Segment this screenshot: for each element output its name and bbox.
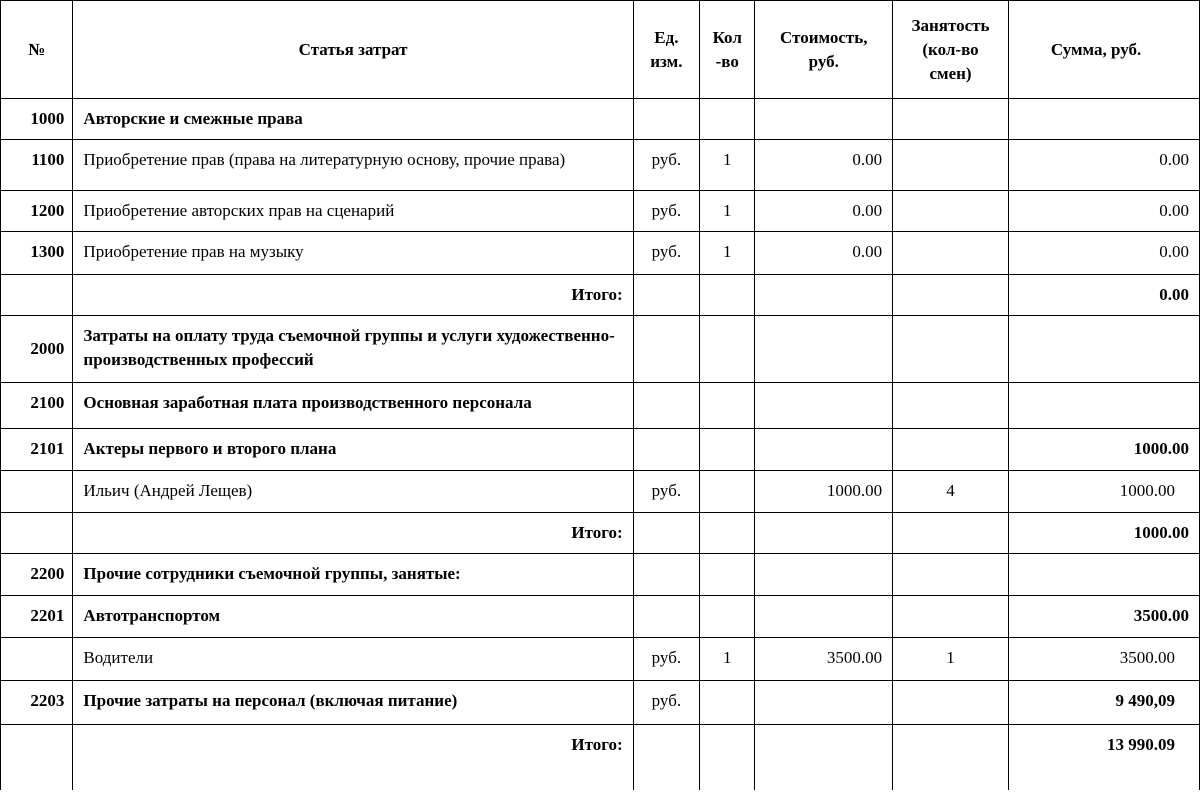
row-item: Основная заработная плата производственного персонала <box>73 383 633 429</box>
row-unit <box>633 554 699 596</box>
row-sum: 0.00 <box>1008 140 1199 191</box>
row-unit: руб. <box>633 232 699 275</box>
table-row <box>1 471 1200 513</box>
row-qty <box>700 316 755 383</box>
table-row <box>1 429 1200 471</box>
table-row <box>1 191 1200 232</box>
row-unit <box>633 596 699 638</box>
table-row <box>1 99 1200 140</box>
table-row <box>1 140 1200 191</box>
row-sum: 3500.00 <box>1008 596 1199 638</box>
row-unit: руб. <box>633 191 699 232</box>
table-row <box>1 638 1200 681</box>
row-qty <box>700 725 755 790</box>
row-sum: 9 490,09 <box>1008 681 1199 725</box>
row-code: 2201 <box>1 596 73 638</box>
row-item: Авторские и смежные права <box>73 99 633 140</box>
row-sum: 0.00 <box>1008 232 1199 275</box>
row-shifts: 1 <box>893 638 1009 681</box>
header-unit: Ед. изм. <box>633 1 699 99</box>
row-shifts <box>893 725 1009 790</box>
row-shifts <box>893 99 1009 140</box>
row-qty <box>700 471 755 513</box>
header-shifts: Занятость (кол-во смен) <box>893 1 1009 99</box>
row-cost <box>755 513 893 554</box>
row-shifts: 4 <box>893 471 1009 513</box>
row-item: Прочие затраты на персонал (включая питание) <box>73 681 633 725</box>
row-cost <box>755 383 893 429</box>
row-item: Автотранспортом <box>73 596 633 638</box>
row-shifts <box>893 681 1009 725</box>
row-sum <box>1008 554 1199 596</box>
row-code <box>1 725 73 790</box>
row-unit: руб. <box>633 471 699 513</box>
header-row <box>1 1 1200 99</box>
row-cost: 3500.00 <box>755 638 893 681</box>
row-shifts <box>893 513 1009 554</box>
row-shifts <box>893 275 1009 316</box>
row-unit <box>633 275 699 316</box>
header-sum: Сумма, руб. <box>1008 1 1199 99</box>
row-cost <box>755 554 893 596</box>
row-item: Ильич (Андрей Лещев) <box>73 471 633 513</box>
row-sum: 1000.00 <box>1008 513 1199 554</box>
row-code <box>1 471 73 513</box>
row-sum: 3500.00 <box>1008 638 1199 681</box>
row-cost <box>755 316 893 383</box>
row-item: Приобретение прав на музыку <box>73 232 633 275</box>
row-code: 2203 <box>1 681 73 725</box>
table-row <box>1 681 1200 725</box>
row-code <box>1 275 73 316</box>
row-shifts <box>893 596 1009 638</box>
row-sum: 13 990.09 <box>1008 725 1199 790</box>
row-item: Прочие сотрудники съемочной группы, занятые: <box>73 554 633 596</box>
subtotal-row <box>1 275 1200 316</box>
row-unit <box>633 383 699 429</box>
row-qty <box>700 513 755 554</box>
row-qty: 1 <box>700 638 755 681</box>
table-row <box>1 383 1200 429</box>
row-cost <box>755 275 893 316</box>
row-cost <box>755 429 893 471</box>
row-cost: 0.00 <box>755 232 893 275</box>
row-sum <box>1008 383 1199 429</box>
row-unit <box>633 316 699 383</box>
row-qty <box>700 429 755 471</box>
row-item: Актеры первого и второго плана <box>73 429 633 471</box>
row-unit: руб. <box>633 638 699 681</box>
row-sum: 0.00 <box>1008 191 1199 232</box>
row-unit <box>633 99 699 140</box>
row-shifts <box>893 316 1009 383</box>
header-cost: Стоимость, руб. <box>755 1 893 99</box>
row-cost <box>755 681 893 725</box>
header-item: Статья затрат <box>73 1 633 99</box>
row-cost: 0.00 <box>755 191 893 232</box>
row-item: Итого: <box>73 275 633 316</box>
row-code: 2101 <box>1 429 73 471</box>
table-row <box>1 596 1200 638</box>
total-row <box>1 725 1200 790</box>
row-cost <box>755 596 893 638</box>
row-cost: 0.00 <box>755 140 893 191</box>
row-cost <box>755 725 893 790</box>
row-cost <box>755 99 893 140</box>
row-code <box>1 513 73 554</box>
row-qty <box>700 275 755 316</box>
row-item: Итого: <box>73 513 633 554</box>
row-code: 1200 <box>1 191 73 232</box>
table-row <box>1 554 1200 596</box>
row-item: Водители <box>73 638 633 681</box>
row-item: Затраты на оплату труда съемочной группы и услуги художественно-производственных профессий <box>73 316 633 383</box>
row-qty <box>700 554 755 596</box>
row-item: Приобретение прав (права на литературную основу, прочие права) <box>73 140 633 191</box>
row-code: 2000 <box>1 316 73 383</box>
header-qty: Кол -во <box>700 1 755 99</box>
row-qty <box>700 383 755 429</box>
row-code: 2100 <box>1 383 73 429</box>
row-shifts <box>893 232 1009 275</box>
row-unit <box>633 725 699 790</box>
row-sum: 1000.00 <box>1008 429 1199 471</box>
row-code: 1100 <box>1 140 73 191</box>
row-sum: 1000.00 <box>1008 471 1199 513</box>
row-cost: 1000.00 <box>755 471 893 513</box>
row-shifts <box>893 429 1009 471</box>
row-code: 1000 <box>1 99 73 140</box>
row-unit: руб. <box>633 140 699 191</box>
table-row <box>1 232 1200 275</box>
header-no: № <box>1 1 73 99</box>
row-unit: руб. <box>633 681 699 725</box>
subtotal-row <box>1 513 1200 554</box>
row-qty <box>700 681 755 725</box>
row-qty <box>700 99 755 140</box>
row-item: Приобретение авторских прав на сценарий <box>73 191 633 232</box>
table-row <box>1 316 1200 383</box>
row-qty: 1 <box>700 140 755 191</box>
row-code: 2200 <box>1 554 73 596</box>
row-code <box>1 638 73 681</box>
row-sum: 0.00 <box>1008 275 1199 316</box>
row-item: Итого: <box>73 725 633 790</box>
row-qty <box>700 596 755 638</box>
row-qty: 1 <box>700 232 755 275</box>
row-unit <box>633 513 699 554</box>
row-shifts <box>893 554 1009 596</box>
row-shifts <box>893 383 1009 429</box>
row-shifts <box>893 140 1009 191</box>
row-shifts <box>893 191 1009 232</box>
row-sum <box>1008 99 1199 140</box>
row-unit <box>633 429 699 471</box>
row-qty: 1 <box>700 191 755 232</box>
row-sum <box>1008 316 1199 383</box>
row-code: 1300 <box>1 232 73 275</box>
